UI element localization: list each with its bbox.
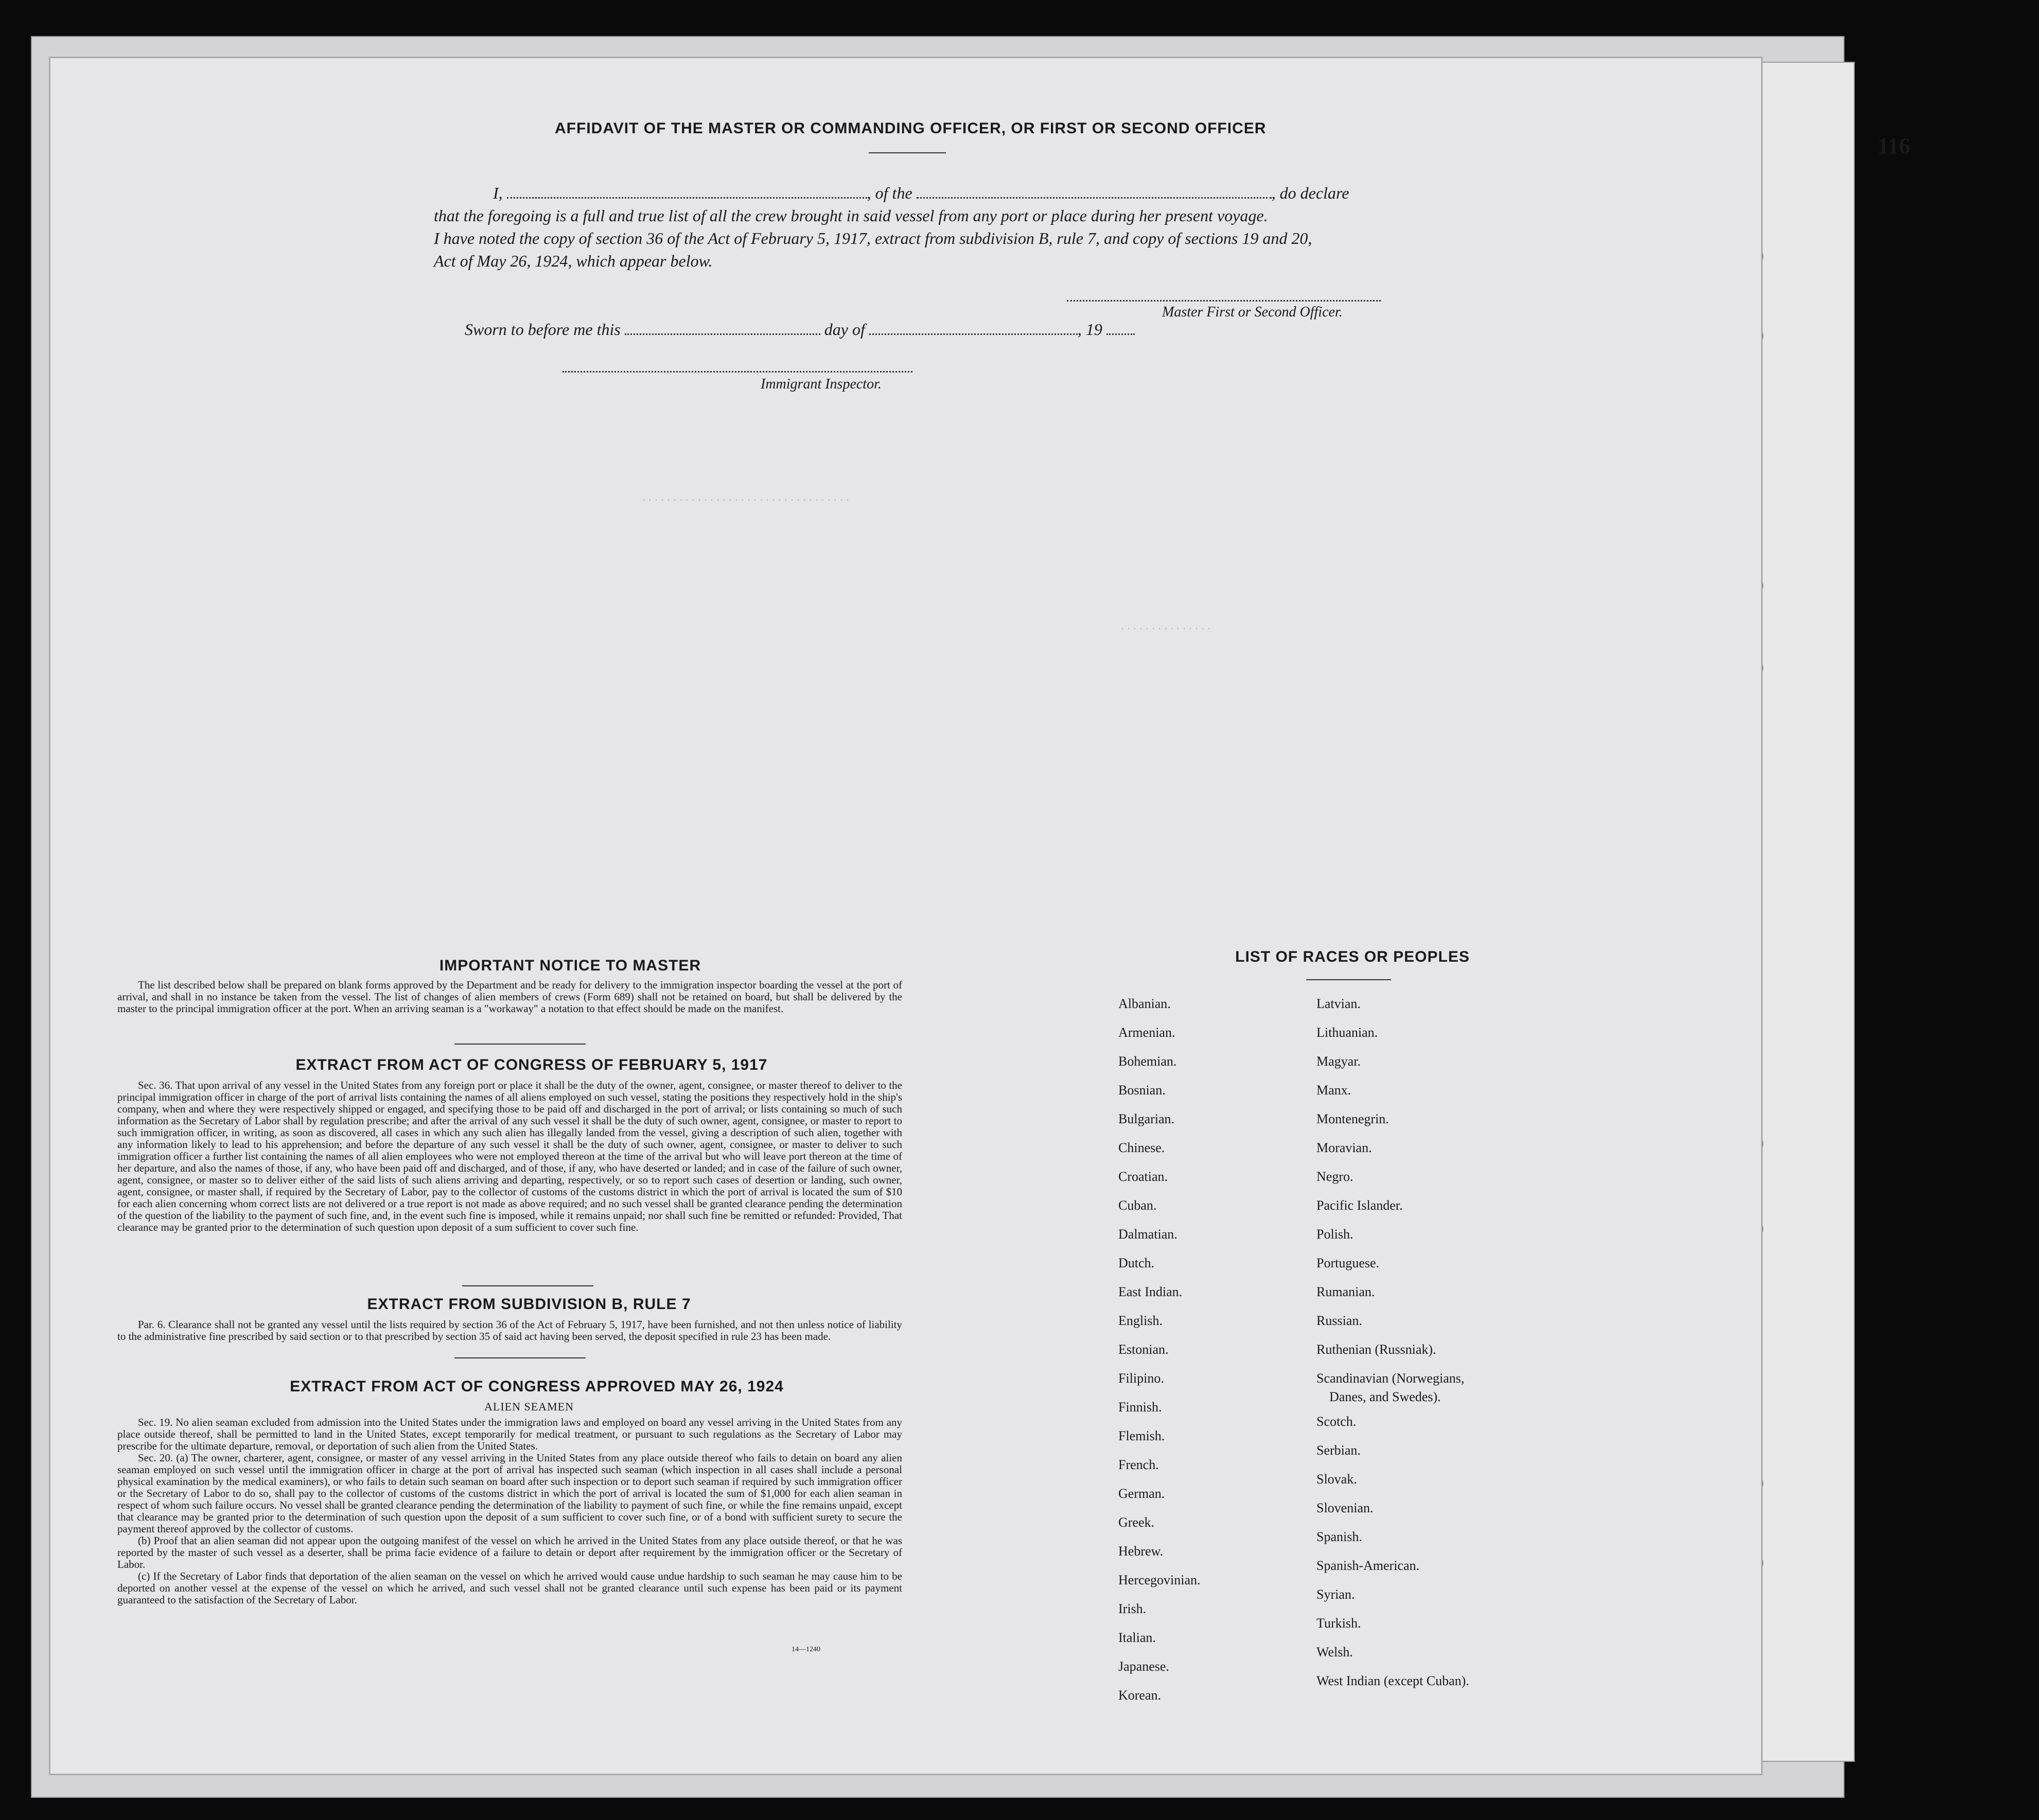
race-item: German. <box>1118 1486 1165 1501</box>
extract-1924-subtitle: ALIEN SEAMEN <box>484 1400 574 1413</box>
affidavit-line-3: I have noted the copy of section 36 of the Act of February 5, 1917, extract from subdivision B, rule 7, and copy of sections 19 and 20, <box>434 229 1312 248</box>
extract-1924-body <box>117 1417 902 1606</box>
notice-body <box>117 979 902 1015</box>
affidavit-title: AFFIDAVIT OF THE MASTER OR COMMANDING OFFICER, OR FIRST OR SECOND OFFICER <box>555 120 1267 137</box>
affidavit-line-1-a: I, <box>493 184 503 202</box>
race-item: Rumanian. <box>1316 1284 1375 1299</box>
sworn-line <box>465 318 1135 341</box>
race-item: Turkish. <box>1316 1616 1361 1631</box>
race-item: Polish. <box>1316 1227 1354 1242</box>
underlying-sheet <box>1750 62 1855 1762</box>
sworn-year-blank <box>1106 333 1135 335</box>
divider <box>462 1285 593 1286</box>
subdivision-b-title: EXTRACT FROM SUBDIVISION B, RULE 7 <box>367 1296 691 1313</box>
affidavit-line-2: that the foregoing is a full and true list of all the crew brought in said vessel from any port or place during her present voyage. <box>434 206 1268 225</box>
inspector-signature-line <box>563 371 912 373</box>
divider <box>454 1044 586 1045</box>
race-item: Armenian. <box>1118 1025 1175 1040</box>
affidavit-line-1 <box>493 182 1349 204</box>
extract-1917-body <box>117 1080 902 1233</box>
form-number: 14—1240 <box>792 1646 820 1653</box>
race-item: Serbian. <box>1316 1443 1361 1458</box>
race-item: Bulgarian. <box>1118 1111 1175 1126</box>
master-label: Master First or Second Officer. <box>1162 304 1343 320</box>
race-item: Lithuanian. <box>1316 1025 1378 1040</box>
manifest-page <box>49 57 1763 1775</box>
sworn-day-blank <box>625 333 820 335</box>
extract-1917-text: Sec. 36. That upon arrival of any vessel in the United States from any foreign port or place it shall be the duty of the owner, agent, consignee, or master thereof to deliver to the principal immigration officer in charge of the port of arrival lists containing the names of all aliens employed on such vessel, stating the positions they respectively hold in the ship's company, when and where they were respectively shipped or engaged, and specifying those to be paid off and discharged in the port of arrival; or lists containing so much of such information as the Secretary of Labor shall by regulation prescribe; and after the arrival of any such vessel it shall be the duty of such owner, agent, consignee, or master to report to such immigration officer, in writing, as soon as discovered, all cases in which any such alien has illegally landed from the vessel, giving a description of such alien, together with any information likely to lead to his apprehension; and before the departure of any such vessel it shall be the duty of such owner, agent, consignee, or master to deliver to such immigration officer a further list containing the names of all alien employees who were not employed thereon at the time of the arrival but who will leave port thereon at the time of her departure, and also the names of those, if any, who have been paid off and discharged, and of those, if any, who have deserted or landed; and in case of the failure of such owner, agent, consignee, or master so to deliver either of the said lists of such aliens arriving and departing, respectively, or so to report such cases of desertion or landing, such owner, agent, consignee, or master shall, if required by the Secretary of Labor, pay to the collector of customs of the customs district in which the port of arrival is located the sum of $10 for each alien concerning whom correct lists are not delivered or a true report is not made as above required; and no such vessel shall be granted clearance pending the determination of the question of the liability to the payment of such fine, and, in the event such fine is imposed, while it remains unpaid; nor shall such fine be remitted or refunded: Provided, That clearance may be granted prior to the determination of such question upon deposit of a sum sufficient to cover such fine. <box>117 1079 902 1233</box>
race-item: Irish. <box>1118 1601 1147 1616</box>
race-item: Estonian. <box>1118 1342 1169 1357</box>
race-item: Italian. <box>1118 1630 1156 1645</box>
race-item: French. <box>1118 1457 1159 1472</box>
races-title: LIST OF RACES OR PEOPLES <box>1235 948 1470 965</box>
race-item: Ruthenian (Russniak). <box>1316 1342 1436 1357</box>
extract-1917-title: EXTRACT FROM ACT OF CONGRESS OF FEBRUARY 5, 1917 <box>295 1056 768 1073</box>
race-item: Hebrew. <box>1118 1544 1164 1559</box>
extract-1924-title: EXTRACT FROM ACT OF CONGRESS APPROVED MAY 26, 1924 <box>290 1378 784 1395</box>
master-signature-line <box>1067 300 1381 302</box>
races-column-2 <box>1316 989 1469 1695</box>
race-item: Pacific Islander. <box>1316 1198 1403 1213</box>
sec-20a-text: Sec. 20. (a) The owner, charterer, agent, consignee, or master of any vessel arriving in the United States from any place outside thereof who fails to detain on board any alien seaman employed on such vessel until the immigration officer in charge at the port of arrival has inspected such seaman (which inspection in all cases shall include a personal physical examination by the medical examiners), or who fails to detain such seaman on board after such inspection or to deport such seaman if required by such immigration officer or the Secretary of Labor to do so, shall pay to the collector of customs of the customs district in which the port of arrival is located the sum of $1,000 for each alien seaman in respect of whom such failure occurs. No vessel shall be granted clearance pending the determination of the liability to payment of such fine, or while the fine remains unpaid, except that clearance may be granted prior to the determination of such question upon the deposit of a sum sufficient to cover such fine, or of a bond with sufficient surety to secure the payment thereof approved by the collector of customs. <box>117 1452 902 1535</box>
divider <box>869 152 946 153</box>
affidavit-line-4: Act of May 26, 1924, which appear below. <box>434 252 713 270</box>
race-item: Russian. <box>1316 1313 1362 1328</box>
race-item: Scotch. <box>1316 1414 1357 1429</box>
race-item: East Indian. <box>1118 1284 1183 1299</box>
race-item: Magyar. <box>1316 1054 1361 1069</box>
affidavit-line-1-b: , of the <box>867 184 912 202</box>
sworn-c: , 19 <box>1077 320 1102 339</box>
race-item: Portuguese. <box>1316 1256 1380 1270</box>
divider <box>454 1357 586 1358</box>
race-item: Danes, and Swedes). <box>1329 1389 1441 1404</box>
sworn-b: day of <box>824 320 865 339</box>
affidavit-line-1-c: , do declare <box>1271 184 1349 202</box>
notice-title: IMPORTANT NOTICE TO MASTER <box>439 957 701 974</box>
race-item: Scandinavian (Norwegians, <box>1316 1371 1465 1386</box>
vessel-blank <box>917 197 1272 199</box>
race-item: Dutch. <box>1118 1256 1155 1270</box>
race-item: Japanese. <box>1118 1659 1169 1674</box>
race-item: West Indian (except Cuban). <box>1316 1673 1469 1688</box>
race-item: Montenegrin. <box>1316 1111 1389 1126</box>
race-item: Chinese. <box>1118 1140 1165 1155</box>
name-blank <box>507 197 867 199</box>
race-item: Flemish. <box>1118 1428 1165 1443</box>
race-item: Spanish-American. <box>1316 1558 1420 1573</box>
bleed-through: . . . . . . . . . . . . . . . . . . . . . . . . . . . . . . . . . . <box>642 490 849 504</box>
race-item: Bohemian. <box>1118 1054 1177 1069</box>
race-item: Manx. <box>1316 1083 1351 1098</box>
sec-19-text: Sec. 19. No alien seaman excluded from admission into the United States under the immigration laws and employed on board any vessel arriving in the United States from any place outside thereof, shall be permitted to land in the United States, except temporarily for medical treatment, or pursuant to such regulations as the Secretary of Labor may prescribe for the ultimate departure, removal, or deportation of such alien from the United States. <box>117 1416 902 1452</box>
race-item: Spanish. <box>1316 1529 1362 1544</box>
race-item: Greek. <box>1118 1515 1155 1530</box>
race-item: Syrian. <box>1316 1587 1355 1602</box>
race-item: Filipino. <box>1118 1371 1164 1386</box>
sworn-a: Sworn to before me this <box>465 320 621 339</box>
race-item: Bosnian. <box>1118 1083 1166 1098</box>
race-item: Korean. <box>1118 1688 1162 1703</box>
sec-20c-text: (c) If the Secretary of Labor finds that deportation of the alien seaman on the vessel on which he arrived would cause undue hardship to such seaman he may cause him to be deported on another vessel at the expense of the vessel on which he arrived, and such vessel shall not be granted clearance until such expense has been paid or its payment guaranteed to the satisfaction of the Secretary of Labor. <box>117 1570 902 1606</box>
race-item: Dalmatian. <box>1118 1227 1177 1242</box>
subdivision-b-text: Par. 6. Clearance shall not be granted any vessel until the lists required by section 36 of the Act of February 5, 1917, have been furnished, and not then unless notice of liability to the administrative fine prescribed by said section or to that prescribed by section 35 of said act having been served, the deposit specified in rule 23 has been made. <box>117 1318 902 1342</box>
bleed-through: . . . . . . . . . . . . . . . <box>1121 619 1210 632</box>
race-item: Hercegovinian. <box>1118 1572 1201 1587</box>
race-item: Moravian. <box>1316 1140 1372 1155</box>
race-item: Albanian. <box>1118 996 1171 1011</box>
race-item: Welsh. <box>1316 1645 1353 1659</box>
subdivision-b-body <box>117 1319 902 1342</box>
race-item: Slovak. <box>1316 1472 1357 1487</box>
divider <box>1306 979 1391 980</box>
race-item: Latvian. <box>1316 996 1361 1011</box>
races-column-1 <box>1118 989 1201 1710</box>
race-item: Negro. <box>1316 1169 1354 1184</box>
race-item: Cuban. <box>1118 1198 1157 1213</box>
race-item: Slovenian. <box>1316 1500 1374 1515</box>
notice-body-text: The list described below shall be prepared on blank forms approved by the Department and be ready for delivery to the immigration inspector boarding the vessel at the port of arrival, and shall in no instance be taken from the vessel. The list of changes of alien members of crews (Form 689) shall not be retained on board, but shall be delivered by the master to the principal immigration officer at the port. When an arriving seaman is a "workaway" a notation to that effect should be made on the manifest. <box>117 979 902 1015</box>
inspector-label: Immigrant Inspector. <box>761 376 882 392</box>
sworn-month-blank <box>869 333 1078 335</box>
sec-20b-text: (b) Proof that an alien seaman did not appear upon the outgoing manifest of the vessel on which he arrived in the United States from any place outside thereof, or that he was reported by the master of such vessel as a deserter, shall be prima facie evidence of a failure to detain or deport after requirement by the immigration officer or the Secretary of Labor. <box>117 1534 902 1570</box>
race-item: Croatian. <box>1118 1169 1168 1184</box>
page-number: 116 <box>1877 133 1910 158</box>
race-item: English. <box>1118 1313 1163 1328</box>
race-item: Finnish. <box>1118 1400 1162 1415</box>
